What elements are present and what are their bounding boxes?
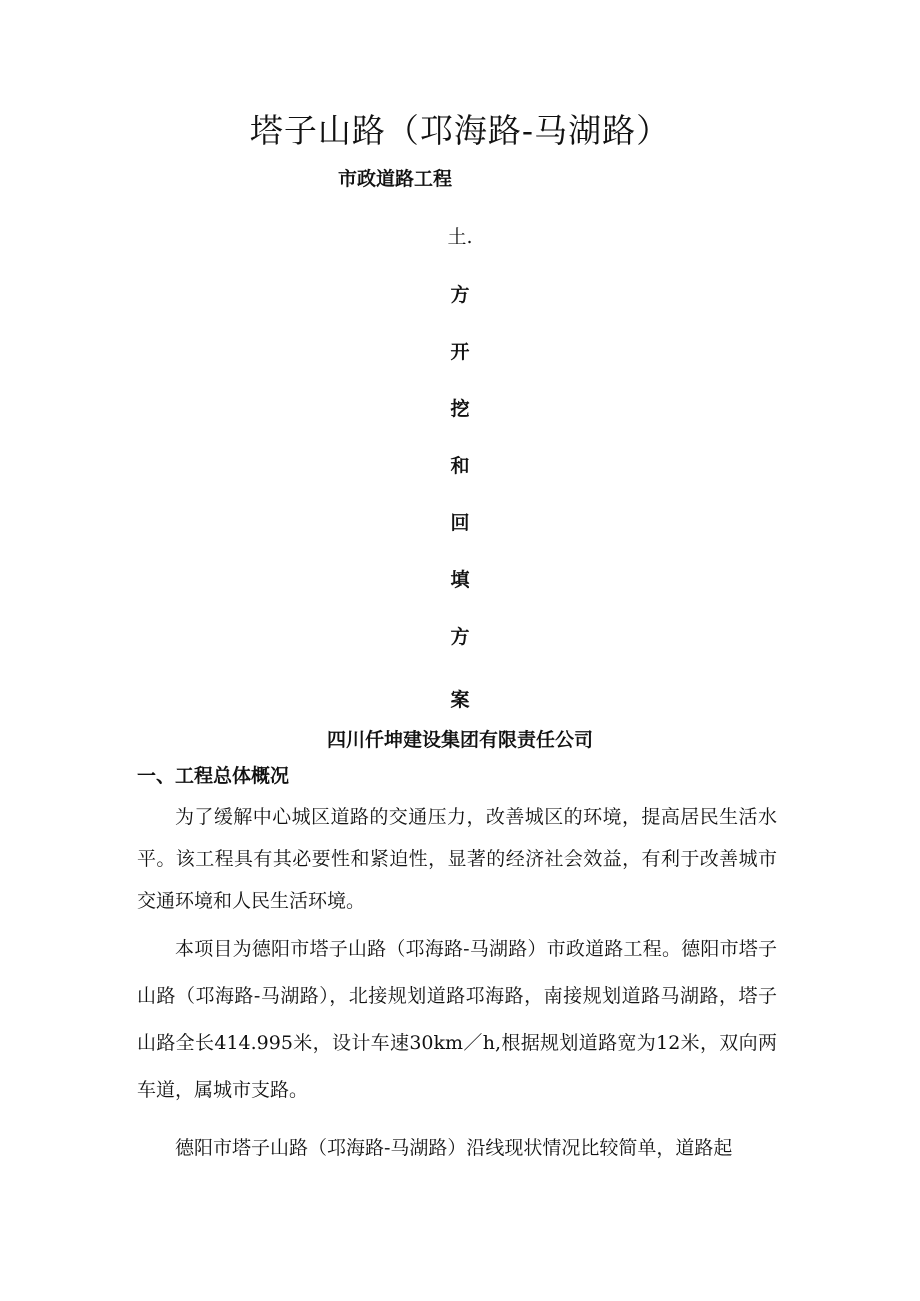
vertical-title-char: 案	[450, 689, 470, 711]
company-name: 四川仟坤建设集团有限责任公司	[326, 729, 593, 751]
vertical-title-char: 挖	[450, 398, 470, 420]
vertical-title-char: 方	[450, 284, 470, 306]
vertical-title-char: 土.	[447, 226, 473, 248]
body-paragraph: 本项目为德阳市塔子山路（邛海路-马湖路）市政道路工程。德阳市塔子山路（邛海路-马湖路），北接规划道路邛海路，南接规划道路马湖路，塔子山路全长414.995米，设计车速30km／h,根据规划道路宽为12米，双向两车道，属城市支路。	[137, 938, 777, 1101]
body-paragraph: 德阳市塔子山路（邛海路-马湖路）沿线现状情况比较简单，道路起	[175, 1137, 733, 1159]
vertical-title-char: 和	[450, 455, 470, 477]
vertical-title-char: 开	[450, 341, 470, 363]
vertical-title-char: 方	[450, 626, 470, 648]
section-heading: 一、工程总体概况	[137, 765, 290, 787]
document-title: 塔子山路（邛海路-马湖路）	[249, 111, 671, 150]
document-subtitle: 市政道路工程	[338, 168, 453, 190]
vertical-title-char: 回	[450, 512, 470, 534]
vertical-title-char: 填	[450, 569, 470, 591]
body-paragraph: 为了缓解中心城区道路的交通压力，改善城区的环境，提高居民生活水平。该工程具有其必要性和紧迫性，显著的经济社会效益，有利于改善城市交通环境和人民生活环境。	[137, 806, 777, 912]
